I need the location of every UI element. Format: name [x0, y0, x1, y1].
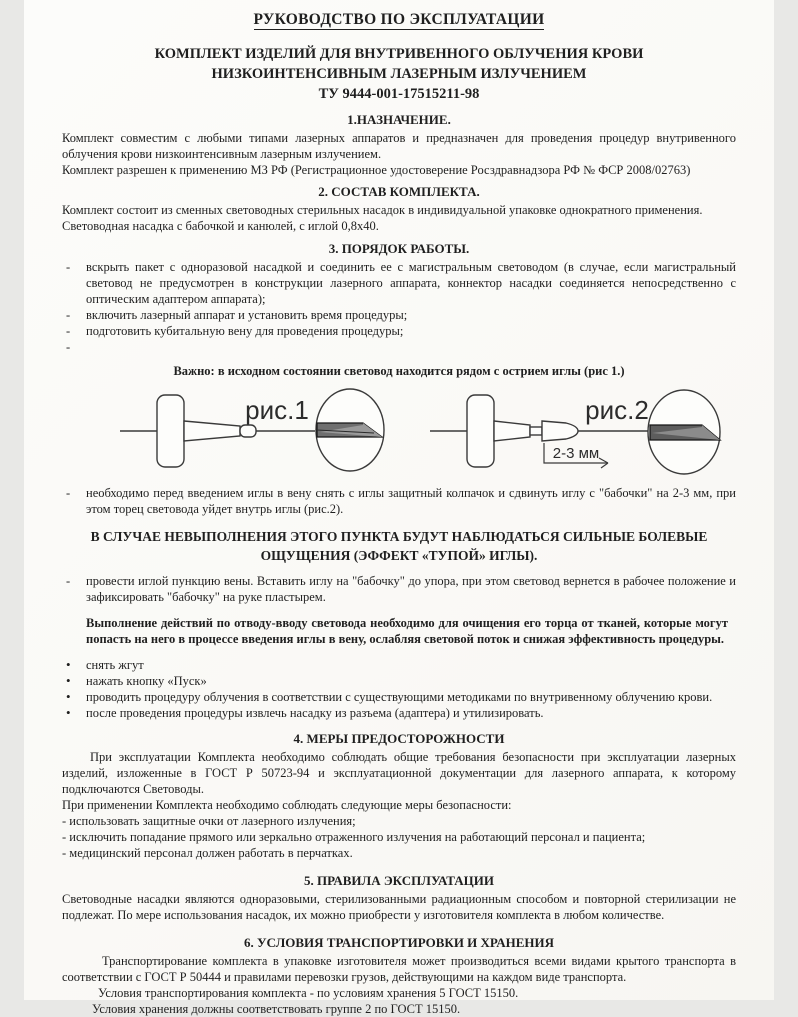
needle-figures-drawing [52, 381, 798, 481]
after-figure-list [62, 485, 736, 517]
section-1-paragraph-2: Комплект разрешен к применению МЗ РФ (Регистрационное удостоверение Росздравнадзора РФ № ФСР 2008/02763) [62, 163, 691, 177]
list-item: • проводить процедуру облучения в соответствии с существующими методиками по внутривенному облучению крови. [62, 689, 736, 705]
safety-item: - исключить попадание прямого или зеркально отраженного излучения на работающий персонал и пациента; [62, 830, 646, 844]
figure-2 [430, 390, 720, 474]
needle-neck-2 [530, 427, 542, 435]
section-6-heading: 6. УСЛОВИЯ ТРАНСПОРТИРОВКИ И ХРАНЕНИЯ [243, 935, 554, 950]
needle-cannula-2 [542, 421, 578, 441]
list-item-empty [62, 339, 736, 355]
section-2-heading: 2. СОСТАВ КОМПЛЕКТА. [318, 184, 480, 199]
needle-hub-1 [184, 421, 240, 441]
needle-hub-2 [494, 421, 530, 441]
list-item: • снять жгут [62, 657, 736, 673]
section-6-paragraph-1: Транспортирование комплекта в упаковке изготовителя может производиться всеми видами крытого транспорта в соответствии с ГОСТ Р 50444 и правилами перевозки грузов, действующими на каждом виде транспорта. [62, 954, 736, 984]
list-item: - включить лазерный аппарат и установить время процедуры; [62, 307, 736, 323]
subtitle-line-1: КОМПЛЕКТ ИЗДЕЛИЙ ДЛЯ ВНУТРИВЕННОГО ОБЛУЧЕНИЯ КРОВИ [154, 46, 644, 62]
butterfly-wing-1 [157, 395, 184, 467]
section-6-paragraph-2: Условия транспортирования комплекта - по условиям хранения 5 ГОСТ 15150. [98, 986, 519, 1000]
section-5-heading: 5. ПРАВИЛА ЭКСПЛУАТАЦИИ [303, 873, 495, 888]
subtitle-line-2: НИЗКОИНТЕНСИВНЫМ ЛАЗЕРНЫМ ИЗЛУЧЕНИЕМ [211, 66, 587, 82]
list-item: • после проведения процедуры извлечь насадку из разъема (адаптера) и утилизировать. [62, 705, 736, 721]
document-title [62, 12, 736, 28]
safety-item: - использовать защитные очки от лазерного излучения; [62, 814, 356, 828]
document-subtitle [62, 44, 736, 104]
section-2-paragraph-2: Световодная насадка с бабочкой и канюлей, с иглой 0,8х40. [62, 219, 379, 233]
list-item: - провести иглой пункцию вены. Вставить иглу на "бабочку" до упора, при этом световод вернется в рабочее положение и зафиксировать "бабочку" на руке пластырем. [62, 573, 736, 605]
list-item: - вскрыть пакет с одноразовой насадкой и соединить ее с магистральным световодом (в случае, если магистральный световод не предусмотрен в конструкции лазерного аппарата, коннектор насадки соединяется непосредственно с оптическим адаптером аппарата); [62, 259, 736, 307]
manual-page [24, 0, 774, 1016]
tu-number: ТУ 9444-001-17515211-98 [318, 86, 480, 102]
figures-row [52, 381, 746, 485]
document-title-text: РУКОВОДСТВО ПО ЭКСПЛУАТАЦИИ [253, 11, 545, 28]
figure-1 [120, 389, 384, 471]
section-2-paragraph-1: Комплект состоит из сменных световодных стерильных насадок в индивидуальной упаковке однократного применения. [62, 203, 703, 217]
section-4-paragraph-2: При применении Комплекта необходимо соблюдать следующие меры безопасности: [62, 798, 512, 812]
figure-2-label: рис.2 [585, 395, 649, 425]
butterfly-wing-2 [467, 395, 494, 467]
list-item: - подготовить кубитальную вену для проведения процедуры; [62, 323, 736, 339]
section-1-heading: 1.НАЗНАЧЕНИЕ. [347, 112, 451, 127]
important-note: Важно: в исходном состоянии световод находится рядом с острием иглы (рис 1.) [173, 364, 625, 378]
section-1-paragraph-1: Комплект совместим с любыми типами лазерных аппаратов и предназначен для проведения процедур внутривенного облучения крови низкоинтенсивным лазерным излучением. [62, 131, 736, 161]
list-item: - необходимо перед введением иглы в вену снять с иглы защитный колпачок и сдвинуть иглу с "бабочки" на 2-3 мм, при этом торец световода уйдет внутрь иглы (рис.2). [62, 485, 736, 517]
section-4-paragraph-1: При эксплуатации Комплекта необходимо соблюдать общие требования безопасности при эксплуатации лазерных изделий, изложенные в ГОСТ Р 50723-94 и эксплуатационной документации для лазерного аппарата, к которому подключаются Световоды. [62, 750, 736, 796]
procedure-bullet-list [62, 657, 736, 721]
section-3-bullet-list [62, 259, 736, 355]
safety-item: - медицинский персонал должен работать в перчатках. [62, 846, 353, 860]
section-5-paragraph-1: Световодные насадки являются одноразовыми, стерилизованными радиационным способом и повторной стерилизации не подлежат. По мере использования насадок, их можно приобрести у изготовителя комплекта в любом количестве. [62, 892, 736, 922]
list-item: • нажать кнопку «Пуск» [62, 673, 736, 689]
bold-note: Выполнение действий по отводу-вводу световода необходимо для очищения его торца от тканей, которые могут попасть на него в процессе введения иглы в вену, ослабляя световой поток и снижая эффективность процедуры. [86, 616, 728, 646]
section-6-paragraph-3: Условия хранения должны соответствовать группе 2 по ГОСТ 15150. [92, 1002, 461, 1016]
figure-1-label: рис.1 [245, 395, 309, 425]
dimension-label: 2-3 мм [552, 445, 600, 462]
puncture-list [62, 573, 736, 605]
warning-text: В СЛУЧАЕ НЕВЫПОЛНЕНИЯ ЭТОГО ПУНКТА БУДУТ НАБЛЮДАТЬСЯ СИЛЬНЫЕ БОЛЕВЫЕ ОЩУЩЕНИЯ (ЭФФЕКТ «ТУПОЙ» ИГЛЫ). [90, 529, 708, 563]
section-4-heading: 4. МЕРЫ ПРЕДОСТОРОЖНОСТИ [293, 731, 505, 746]
section-3-heading: 3. ПОРЯДОК РАБОТЫ. [328, 241, 470, 256]
